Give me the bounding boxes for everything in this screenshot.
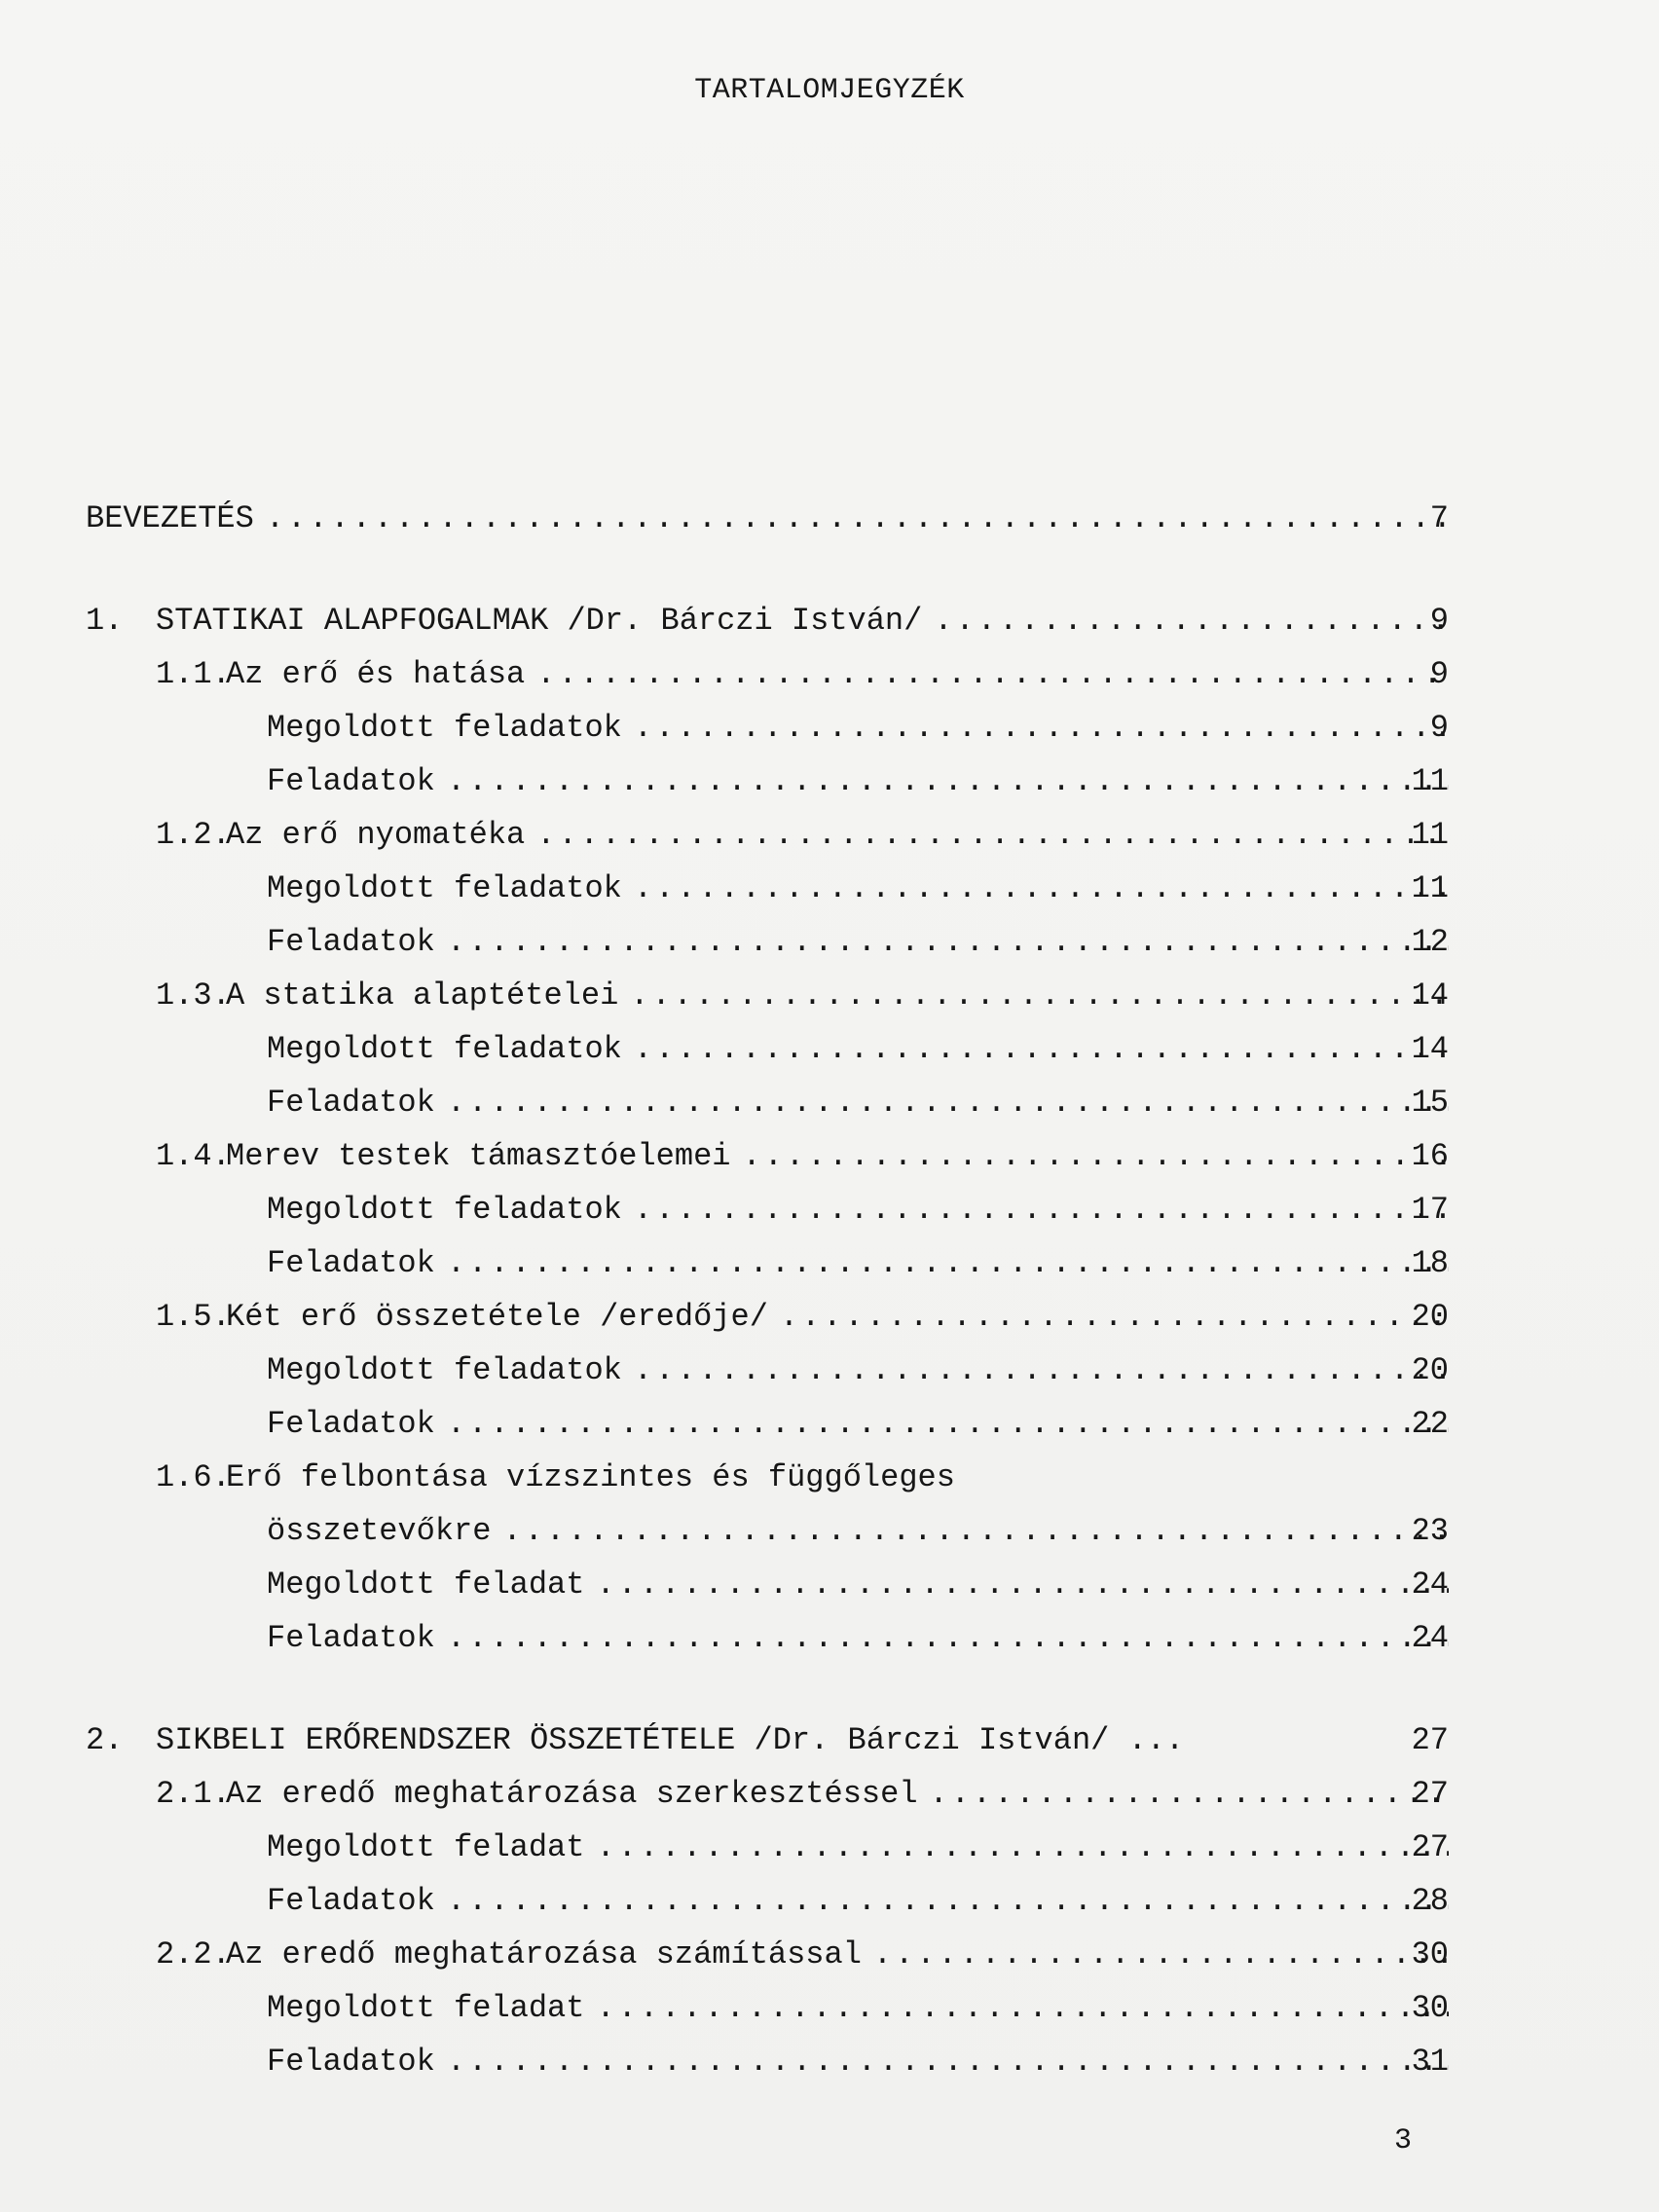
toc-entry	[86, 1821, 1449, 1874]
dot-leader	[447, 1236, 1449, 1290]
toc-entry	[86, 1344, 1449, 1397]
dot-leader	[447, 1611, 1449, 1665]
toc-entry-title: A statika alaptételei	[226, 977, 619, 1014]
toc-entry	[86, 701, 1449, 755]
dot-leader	[930, 1767, 1449, 1821]
toc-entry-title: BEVEZETÉS	[86, 500, 254, 536]
toc-entry	[86, 1504, 1449, 1558]
toc-entry	[86, 1451, 1449, 1504]
toc-entry-page: 27	[1411, 1829, 1449, 1865]
toc-entry-title: Megoldott feladatok	[267, 710, 622, 746]
toc-entry-number: 2.2.	[156, 1936, 231, 1972]
toc-entry	[86, 808, 1449, 862]
toc-entry	[86, 1129, 1449, 1183]
table-of-contents	[86, 492, 1449, 2088]
toc-entry-title: Az eredő meghatározása szerkesztéssel	[226, 1776, 918, 1812]
toc-entry-title: Merev testek támasztóelemei	[226, 1138, 731, 1174]
toc-entry	[86, 1236, 1449, 1290]
toc-entry-title: Megoldott feladat	[267, 1990, 585, 2026]
toc-entry	[86, 1022, 1449, 1076]
dot-leader	[447, 755, 1449, 808]
toc-entry	[86, 755, 1449, 808]
toc-entry	[86, 862, 1449, 915]
toc-entry-number: 2.1.	[156, 1776, 231, 1812]
toc-entry-page: 11	[1411, 763, 1449, 799]
dot-leader	[447, 1874, 1449, 1928]
toc-entry-title: Megoldott feladatok	[267, 1352, 622, 1388]
dot-leader	[634, 1183, 1449, 1236]
toc-entry-title: Erő felbontása vízszintes és függőleges	[226, 1459, 955, 1495]
toc-entry	[86, 492, 1449, 545]
toc-entry-title: Feladatok	[267, 1085, 435, 1121]
toc-entry	[86, 1928, 1449, 1981]
toc-entry-title: Megoldott feladat	[267, 1567, 585, 1603]
dot-leader	[536, 647, 1449, 701]
dot-leader	[634, 1022, 1449, 1076]
dot-leader	[780, 1290, 1449, 1344]
toc-entry-page: 9	[1429, 710, 1449, 746]
toc-entry-page: 18	[1411, 1245, 1449, 1281]
toc-entry	[86, 1558, 1449, 1611]
toc-entry-page: 11	[1411, 817, 1449, 853]
dot-leader	[447, 2035, 1449, 2088]
dot-leader	[447, 1076, 1449, 1129]
toc-entry	[86, 1290, 1449, 1344]
toc-entry-page: 20	[1411, 1299, 1449, 1335]
toc-entry	[86, 915, 1449, 969]
toc-entry	[86, 647, 1449, 701]
toc-entry-page: 9	[1429, 603, 1449, 639]
page-title: TARTALOMJEGYZÉK	[694, 74, 965, 107]
toc-entry-page: 28	[1411, 1883, 1449, 1919]
toc-entry-page: 20	[1411, 1352, 1449, 1388]
toc-entry-number: 1.2.	[156, 817, 231, 853]
toc-entry-title: Megoldott feladatok	[267, 1192, 622, 1228]
toc-entry-title: Feladatok	[267, 1620, 435, 1656]
toc-entry	[86, 1767, 1449, 1821]
toc-entry-number: 1.	[86, 603, 124, 639]
toc-entry-title: Megoldott feladat	[267, 1829, 585, 1865]
toc-entry-page: 14	[1411, 977, 1449, 1014]
toc-entry	[86, 969, 1449, 1022]
toc-entry-title: Az eredő meghatározása számítással	[226, 1936, 862, 1972]
toc-entry	[86, 1874, 1449, 1928]
toc-entry-page: 22	[1411, 1406, 1449, 1442]
toc-entry-page: 24	[1411, 1620, 1449, 1656]
toc-entry-number: 1.5.	[156, 1299, 231, 1335]
toc-entry-page: 27	[1411, 1776, 1449, 1812]
toc-entry	[86, 2035, 1449, 2088]
dot-leader	[502, 1504, 1449, 1558]
toc-entry-number: 1.6.	[156, 1459, 231, 1495]
toc-entry	[86, 1397, 1449, 1451]
toc-entry-page: 16	[1411, 1138, 1449, 1174]
toc-entry-page: 23	[1411, 1513, 1449, 1549]
toc-entry-title: Két erő összetétele /eredője/	[226, 1299, 768, 1335]
toc-entry	[86, 1714, 1449, 1767]
toc-entry-page: 14	[1411, 1031, 1449, 1067]
toc-entry-title: Megoldott feladatok	[267, 1031, 622, 1067]
toc-entry-title: SIKBELI ERŐRENDSZER ÖSSZETÉTELE /Dr. Bárczi István/ ...	[156, 1722, 1185, 1758]
toc-entry-page: 12	[1411, 924, 1449, 960]
toc-entry-title: Feladatok	[267, 924, 435, 960]
toc-entry	[86, 1076, 1449, 1129]
toc-entry-number: 1.3.	[156, 977, 231, 1014]
toc-entry-title: Feladatok	[267, 1406, 435, 1442]
toc-entry-page: 9	[1429, 656, 1449, 692]
toc-entry-title: STATIKAI ALAPFOGALMAK /Dr. Bárczi István/	[156, 603, 923, 639]
toc-entry-page: 30	[1411, 1990, 1449, 2026]
dot-leader	[447, 1397, 1449, 1451]
toc-entry-title: Megoldott feladatok	[267, 870, 622, 906]
dot-leader	[634, 701, 1449, 755]
toc-entry-number: 2.	[86, 1722, 124, 1758]
toc-entry-title: Feladatok	[267, 1245, 435, 1281]
dot-leader	[934, 594, 1449, 647]
dot-leader	[266, 492, 1449, 545]
dot-leader	[873, 1928, 1449, 1981]
dot-leader	[596, 1821, 1449, 1874]
dot-leader	[634, 862, 1449, 915]
dot-leader	[596, 1981, 1449, 2035]
toc-entry-title: Az erő nyomatéka	[226, 817, 526, 853]
toc-entry-page: 17	[1411, 1192, 1449, 1228]
toc-entry	[86, 1981, 1449, 2035]
dot-leader	[447, 915, 1449, 969]
toc-entry-page: 27	[1411, 1722, 1449, 1758]
dot-leader	[630, 969, 1449, 1022]
toc-entry-title: Feladatok	[267, 2044, 435, 2080]
toc-entry-page: 7	[1429, 500, 1449, 536]
toc-entry-title: Az erő és hatása	[226, 656, 526, 692]
page-number: 3	[1394, 2124, 1413, 2157]
toc-entry	[86, 1611, 1449, 1665]
toc-entry-page: 11	[1411, 870, 1449, 906]
dot-leader	[536, 808, 1449, 862]
toc-entry-page: 30	[1411, 1936, 1449, 1972]
toc-entry-title: Feladatok	[267, 1883, 435, 1919]
toc-entry-page: 24	[1411, 1567, 1449, 1603]
toc-entry-number: 1.1.	[156, 656, 231, 692]
toc-entry-page: 15	[1411, 1085, 1449, 1121]
dot-leader	[634, 1344, 1449, 1397]
toc-entry-page: 31	[1411, 2044, 1449, 2080]
toc-entry	[86, 1183, 1449, 1236]
toc-entry-number: 1.4.	[156, 1138, 231, 1174]
toc-entry	[86, 594, 1449, 647]
dot-leader	[742, 1129, 1449, 1183]
toc-entry-title: Feladatok	[267, 763, 435, 799]
dot-leader	[596, 1558, 1449, 1611]
toc-entry-title: összetevőkre	[267, 1513, 492, 1549]
